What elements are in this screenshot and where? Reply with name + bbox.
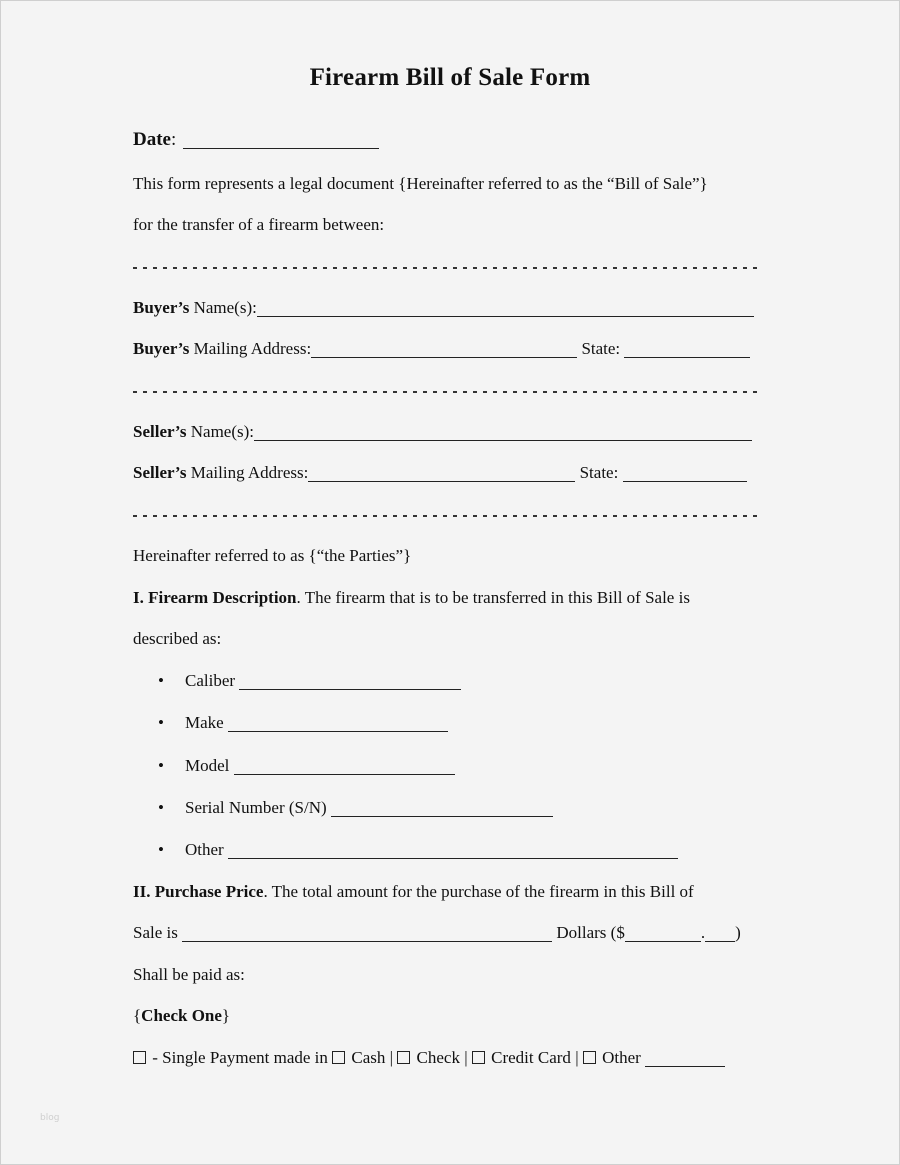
buyer-possessive: Buyer’s <box>133 298 190 317</box>
check-one-label: Check One <box>141 1006 222 1025</box>
watermark: blog <box>40 1113 60 1123</box>
payment-method-row <box>133 1047 725 1069</box>
brace-open: { <box>133 1006 142 1025</box>
buyer-address-label: Mailing Address: <box>193 339 312 358</box>
seller-state-field[interactable] <box>623 466 747 482</box>
check-one-line <box>133 1005 230 1027</box>
intro-line-1: This form represents a legal document {Hereinafter referred to as the “Bill of Sale”} <box>133 174 708 193</box>
model-field[interactable] <box>234 759 455 775</box>
date-field[interactable] <box>183 133 379 149</box>
dashed-divider <box>133 391 763 393</box>
decimal-point: . <box>700 923 706 942</box>
buyer-address-field[interactable] <box>311 342 577 358</box>
model-label: Model <box>185 756 230 775</box>
bullet-icon: • <box>158 713 164 732</box>
bullet-icon: • <box>158 756 164 775</box>
buyer-possessive-2: Buyer’s <box>133 339 190 358</box>
section2-line1 <box>133 881 694 903</box>
credit-card-label: Credit Card <box>491 1048 571 1067</box>
buyer-name-label: Name(s): <box>193 298 257 317</box>
seller-name-label: Name(s): <box>190 422 255 441</box>
firearm-item-caliber <box>158 670 461 692</box>
section1-line2: described as: <box>133 629 222 648</box>
dollars-label: Dollars ($ <box>556 923 625 942</box>
caliber-field[interactable] <box>239 674 461 690</box>
section1-text: . The firearm that is to be transferred in this Bill of Sale is <box>296 588 690 607</box>
price-row <box>133 922 741 944</box>
sale-is-label: Sale is <box>133 923 178 942</box>
caliber-label: Caliber <box>185 671 236 690</box>
document-title: Firearm Bill of Sale Form <box>309 64 591 91</box>
close-paren: ) <box>735 923 741 942</box>
check-label: Check <box>416 1048 460 1067</box>
check-checkbox[interactable] <box>397 1051 410 1064</box>
price-words-field[interactable] <box>182 926 552 942</box>
buyer-state-label: State: <box>581 339 621 358</box>
separator: | <box>464 1048 468 1067</box>
separator: | <box>575 1048 579 1067</box>
buyer-name-row <box>133 297 754 319</box>
section1-heading: I. Firearm Description <box>133 588 297 607</box>
make-field[interactable] <box>228 716 448 732</box>
price-dollars-field[interactable] <box>625 926 701 942</box>
seller-address-field[interactable] <box>308 466 575 482</box>
firearm-item-serial <box>158 797 553 819</box>
single-payment-label: - Single Payment made in <box>152 1048 328 1067</box>
cash-label: Cash <box>351 1048 386 1067</box>
credit-card-checkbox[interactable] <box>472 1051 485 1064</box>
seller-possessive-2: Seller’s <box>133 463 187 482</box>
section2-text: . The total amount for the purchase of the firearm in this Bill of <box>263 882 694 901</box>
firearm-item-other <box>158 839 678 861</box>
paid-as-line: Shall be paid as: <box>133 965 245 984</box>
seller-name-row <box>133 421 752 443</box>
single-payment-checkbox[interactable] <box>133 1051 146 1064</box>
bullet-icon: • <box>158 840 164 859</box>
bullet-icon: • <box>158 798 164 817</box>
other-checkbox[interactable] <box>583 1051 596 1064</box>
serial-label: Serial Number (S/N) <box>185 798 327 817</box>
seller-state-label: State: <box>579 463 619 482</box>
intro-line-2: for the transfer of a firearm between: <box>133 215 385 234</box>
seller-address-row <box>133 462 747 484</box>
firearm-item-model <box>158 755 455 777</box>
dashed-divider <box>133 515 763 517</box>
bullet-icon: • <box>158 671 164 690</box>
seller-name-field[interactable] <box>254 425 752 441</box>
parties-line: Hereinafter referred to as {“the Parties”} <box>133 546 412 565</box>
section1-line1 <box>133 587 690 609</box>
date-row <box>133 129 379 151</box>
seller-address-label: Mailing Address: <box>190 463 309 482</box>
seller-possessive: Seller’s <box>133 422 187 441</box>
firearm-item-make <box>158 712 448 734</box>
buyer-state-field[interactable] <box>624 342 750 358</box>
buyer-address-row <box>133 338 750 360</box>
cash-checkbox[interactable] <box>332 1051 345 1064</box>
date-colon: : <box>170 129 177 150</box>
serial-number-field[interactable] <box>331 801 553 817</box>
date-label: Date <box>133 129 171 150</box>
other-payment-field[interactable] <box>645 1051 725 1067</box>
other-description-field[interactable] <box>228 843 678 859</box>
separator: | <box>389 1048 394 1067</box>
buyer-name-field[interactable] <box>257 301 754 317</box>
dashed-divider <box>133 267 763 269</box>
make-label: Make <box>185 713 224 732</box>
section2-heading: II. Purchase Price <box>133 882 264 901</box>
brace-close: } <box>221 1006 231 1025</box>
other-payment-label: Other <box>602 1048 641 1067</box>
price-cents-field[interactable] <box>705 926 735 942</box>
other-label: Other <box>185 840 224 859</box>
